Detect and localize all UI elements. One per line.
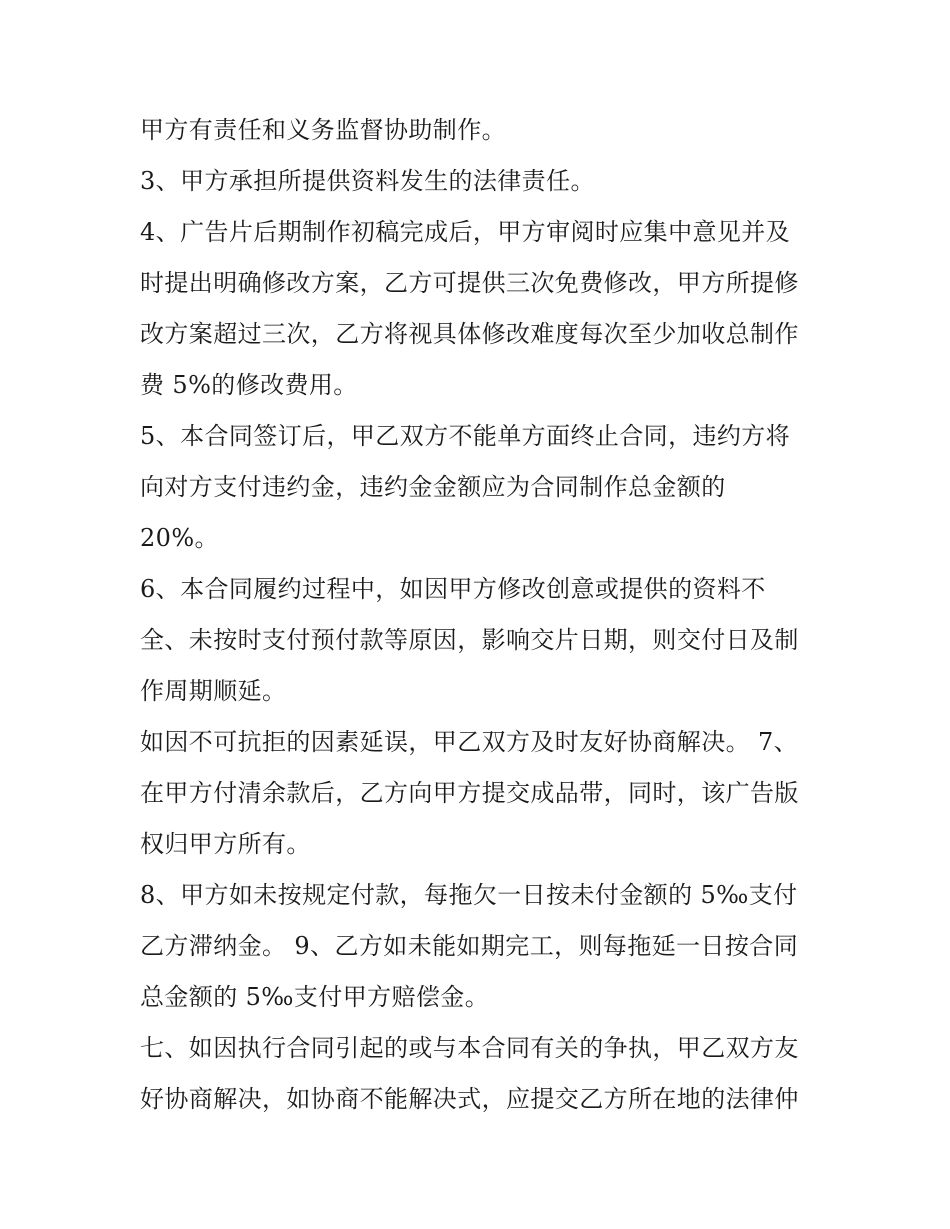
text-line: 作周期顺延。 — [140, 677, 287, 705]
text-line: 8、甲方如未按规定付款，每拖欠一日按未付金额的 5‰支付 — [140, 881, 798, 909]
text-line: 6、本合同履约过程中，如因甲方修改创意或提供的资料不 — [140, 575, 766, 603]
text-line: 时提出明确修改方案，乙方可提供三次免费修改，甲方所提修 — [140, 269, 799, 297]
text-line: 在甲方付清余款后，乙方向甲方提交成品带，同时，该广告版 — [140, 779, 799, 807]
text-line: 20%。 — [140, 524, 219, 552]
text-line: 好协商解决，如协商不能解决式，应提交乙方所在地的法律仲 — [140, 1085, 799, 1113]
contract-text-body — [140, 105, 820, 1125]
text-line: 向对方支付违约金，违约金金额应为合同制作总金额的 — [140, 473, 726, 501]
text-line: 3、甲方承担所提供资料发生的法律责任。 — [140, 167, 595, 195]
text-line: 总金额的 5‰支付甲方赔偿金。 — [140, 983, 490, 1011]
text-line: 七、如因执行合同引起的或与本合同有关的争执，甲乙双方友 — [140, 1034, 799, 1062]
text-line: 乙方滞纳金。 9、乙方如未能如期完工，则每拖延一日按合同 — [140, 932, 799, 960]
text-line: 如因不可抗拒的因素延误，甲乙双方及时友好协商解决。 7、 — [140, 728, 799, 756]
text-line: 全、未按时支付预付款等原因，影响交片日期，则交付日及制 — [140, 626, 799, 654]
text-line: 4、广告片后期制作初稿完成后，甲方审阅时应集中意见并及 — [140, 218, 791, 246]
text-line: 权归甲方所有。 — [140, 830, 311, 858]
text-line: 费 5%的修改费用。 — [140, 371, 358, 399]
text-line: 改方案超过三次，乙方将视具体修改难度每次至少加收总制作 — [140, 320, 799, 348]
text-line: 甲方有责任和义务监督协助制作。 — [140, 116, 506, 144]
text-line: 5、本合同签订后，甲乙双方不能单方面终止合同，违约方将 — [140, 422, 791, 450]
